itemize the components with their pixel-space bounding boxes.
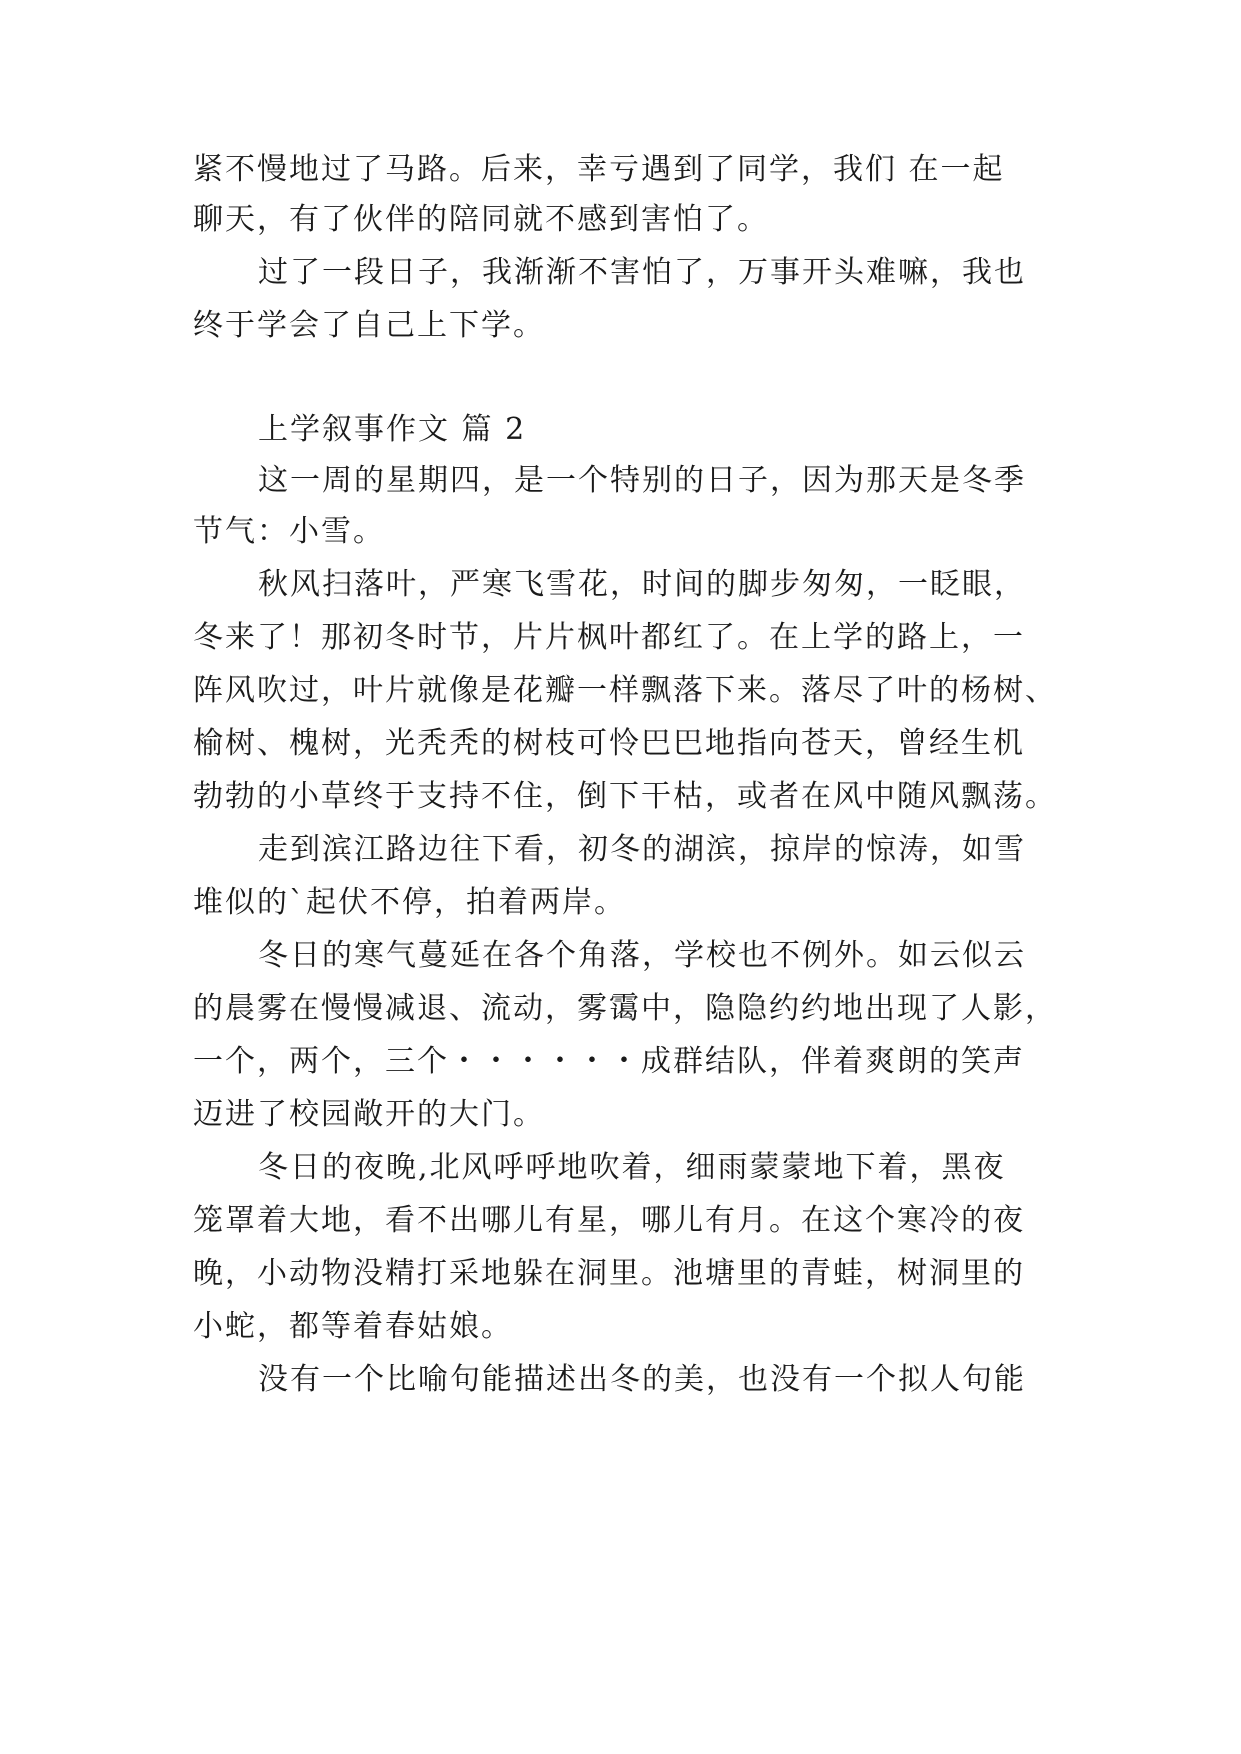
text-line: 走到滨江路边往下看，初冬的湖滨，掠岸的惊涛，如雪 (258, 832, 1026, 867)
text-line: 小蛇，都等着春姑娘。 (193, 1309, 513, 1344)
section-heading: 上学叙事作文 篇 2 (258, 412, 527, 447)
text-line: 这一周的星期四，是一个特别的日子，因为那天是冬季 (258, 463, 1026, 498)
text-line: 秋风扫落叶，严寒飞雪花，时间的脚步匆匆，一眨眼， (258, 567, 1026, 602)
text-line: 过了一段日子，我渐渐不害怕了，万事开头难嘛，我也 (258, 255, 1026, 290)
text-line: 节气：小雪。 (193, 514, 385, 549)
text-line: 榆树、槐树，光秃秃的树枝可怜巴巴地指向苍天，曾经生机 (193, 726, 1025, 761)
text-line: 终于学会了自己上下学。 (193, 308, 545, 343)
text-line: 没有一个比喻句能描述出冬的美，也没有一个拟人句能 (258, 1362, 1026, 1397)
text-line: 勃勃的小草终于支持不住，倒下干枯，或者在风中随风飘荡。 (193, 779, 1057, 814)
text-line: 冬来了！那初冬时节，片片枫叶都红了。在上学的路上，一 (193, 620, 1025, 655)
text-line: 冬日的寒气蔓延在各个角落，学校也不例外。如云似云 (258, 938, 1026, 973)
text-line: 一个，两个，三个・・・・・・成群结队，伴着爽朗的笑声 (193, 1044, 1025, 1079)
text-line: 晚，小动物没精打采地躲在洞里。池塘里的青蛙，树洞里的 (193, 1256, 1025, 1291)
text-line: 笼罩着大地，看不出哪儿有星，哪儿有月。在这个寒冷的夜 (193, 1203, 1025, 1238)
text-line: 紧不慢地过了马路。后来，幸亏遇到了同学，我们 在一起 (193, 152, 1005, 187)
text-line: 阵风吹过，叶片就像是花瓣一样飘落下来。落尽了叶的杨树、 (193, 673, 1057, 708)
text-line: 冬日的夜晚,北风呼呼地吹着，细雨蒙蒙地下着，黑夜 (258, 1150, 1006, 1185)
text-line: 堆似的`起伏不停，拍着两岸。 (193, 885, 626, 920)
text-line: 迈进了校园敞开的大门。 (193, 1097, 545, 1132)
text-line: 的晨雾在慢慢减退、流动，雾霭中，隐隐约约地出现了人影， (193, 991, 1057, 1026)
text-line: 聊天，有了伙伴的陪同就不感到害怕了。 (193, 202, 769, 237)
